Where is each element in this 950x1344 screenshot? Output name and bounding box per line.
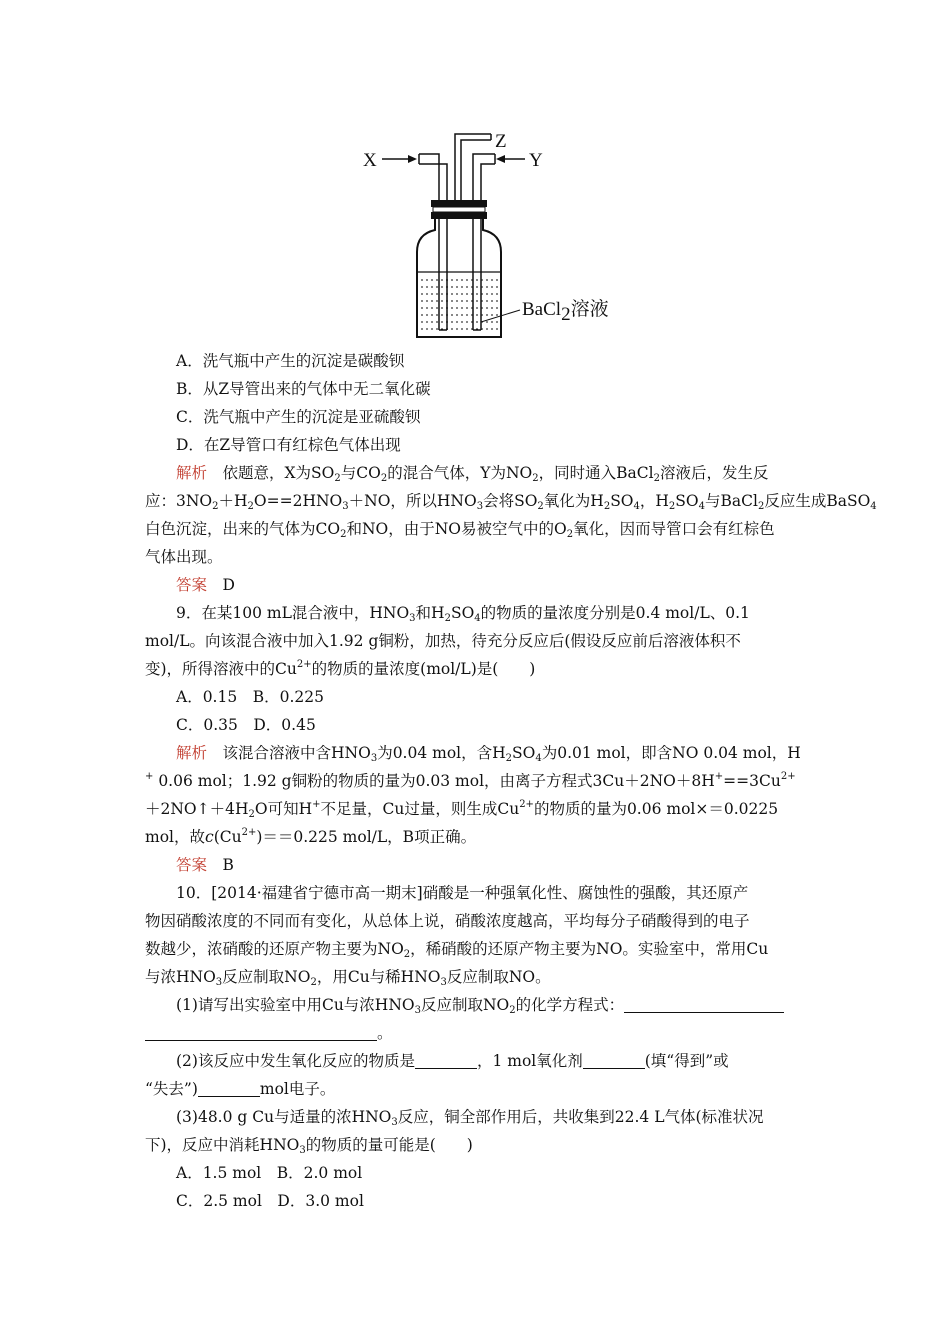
q8-option-d: D．在Z导管口有红棕色气体出现: [176, 436, 401, 454]
q8-option-a: A．洗气瓶中产生的沉淀是碳酸钡: [176, 352, 405, 370]
q10-stem-line1: 10．[2014·福建省宁德市高一期末]硝酸是一种强氧化性、腐蚀性的强酸，其还原产: [176, 884, 749, 902]
answer-blank[interactable]: [415, 1052, 477, 1069]
q8-option-b: B．从Z导管出来的气体中无二氧化碳: [176, 380, 431, 398]
q9-analysis-line4: mol，故$c(Cu^{2+})==0.225$ mol/L，B项正确。: [145, 827, 477, 846]
answer-blank[interactable]: [583, 1052, 645, 1069]
q9-analysis-line2: + 0.06 mol；1.92 g铜粉的物质的量为0.03 mol，由离子方程式$3Cu+2NO+8H^+==3Cu^{2+}$: [145, 771, 796, 790]
answer-blank[interactable]: [198, 1080, 260, 1097]
answer-blank[interactable]: [145, 1024, 377, 1041]
arrow-y-head: [496, 155, 505, 163]
q9-options-row1: A．0.15 B．0.225: [176, 688, 324, 706]
liquid-hatching: [421, 280, 498, 329]
q9-options-row2: C．0.35 D．0.45: [176, 716, 316, 734]
q10-part3-options-row2: C．2.5 mol D．3.0 mol: [176, 1192, 364, 1210]
apparatus-svg: [355, 122, 630, 347]
q10-stem-line3: 数越少，浓硝酸的还原产物主要为$NO_2$，稀硝酸的还原产物主要为NO。实验室中，常用Cu: [145, 940, 769, 960]
q10-part1-line1: (1)请写出实验室中用Cu与浓$HNO_3$反应制取$NO_2$的化学方程式：: [176, 995, 841, 1015]
q9-stem-line3: 变)，所得溶液中的$Cu^{2+}$的物质的量浓度(mol/L)是( ): [145, 659, 536, 678]
tube-y-inner: [481, 164, 495, 330]
q8-analysis-line2: 应：$3NO_2+H_2O==2HNO_3+NO$，所以$HNO_3$会将$SO_2$氧化为$H_2SO_4$，$H_2SO_4$与BaCl$_2$反应生成BaSO$_4$: [145, 492, 877, 512]
q10-stem-line2: 物因硝酸浓度的不同而有变化，从总体上说，硝酸浓度越高，平均每分子硝酸得到的电子: [145, 912, 750, 930]
arrow-x-head: [408, 155, 417, 163]
q9-answer: 答案 B: [176, 856, 234, 874]
q9-analysis-line3: $+2NO↑+4H_2O$可知H+不足量，Cu过量，则生成$Cu^{2+}$的物质的量为0.06 mol×＝0.0225: [145, 799, 779, 820]
q8-analysis-line4: 气体出现。: [145, 548, 223, 566]
solution-label: BaCl2溶液: [522, 298, 609, 325]
answer-blank[interactable]: [624, 996, 784, 1013]
tube-x-inner: [419, 164, 447, 330]
tube-x-outer: [419, 154, 439, 330]
q8-analysis-line1: 解析 依题意，X为$SO_2$与$CO_2$的混合气体，Y为$NO_2$，同时通入BaCl$_2$溶液后，发生反: [176, 464, 769, 484]
stopper-top: [431, 200, 487, 207]
stopper-bottom: [431, 212, 487, 219]
q8-answer: 答案 D: [176, 576, 235, 594]
analysis-label: 解析: [176, 464, 208, 482]
q10-source: [2014·福建省宁德市高一期末]: [211, 884, 423, 902]
q8-option-c: C．洗气瓶中产生的沉淀是亚硫酸钡: [176, 408, 421, 426]
q10-part3-options-row1: A．1.5 mol B．2.0 mol: [176, 1164, 363, 1182]
q9-stem-line1: 9．在某100 mL混合液中，$HNO_3$和$H_2SO_4$的物质的量浓度分别是0.4 mol/L、0.1: [176, 604, 750, 624]
label-y: Y: [529, 150, 543, 171]
label-z: Z: [495, 131, 507, 152]
gas-washing-bottle-diagram: [355, 122, 630, 347]
q10-part2-line1: (2)该反应中发生氧化反应的物质是 ，1 mol氧化剂 (填“得到”或: [176, 1052, 729, 1070]
tube-y-outer: [473, 154, 495, 330]
q10-stem-line4: 与浓$HNO_3$反应制取$NO_2$，用Cu与稀$HNO_3$反应制取NO。: [145, 968, 551, 988]
label-x: X: [363, 150, 377, 171]
q8-analysis-line3: 白色沉淀，出来的气体为$CO_2$和NO，由于NO易被空气中的$O_2$氧化，因而导管口会有红棕色: [145, 520, 775, 540]
q9-analysis-line1: 解析 该混合溶液中含$HNO_3$为0.04 mol，含$H_2SO_4$为0.01 mol，即含NO 0.04 mol，H: [176, 744, 801, 764]
q10-part3-line2: 下)，反应中消耗$HNO_3$的物质的量可能是( ): [145, 1136, 473, 1156]
tube-z-inner: [461, 140, 491, 200]
q10-part2-line2: “失去”) mol电子。: [145, 1080, 336, 1098]
q10-part1-line2: 。: [145, 1023, 810, 1043]
q10-part3-line1: (3)48.0 g Cu与适量的浓$HNO_3$反应，铜全部作用后，共收集到22.4 L气体(标准状况: [176, 1108, 764, 1128]
q9-stem-line2: mol/L。向该混合液中加入1.92 g铜粉，加热，待充分反应后(假设反应前后溶液体积不: [145, 632, 741, 650]
